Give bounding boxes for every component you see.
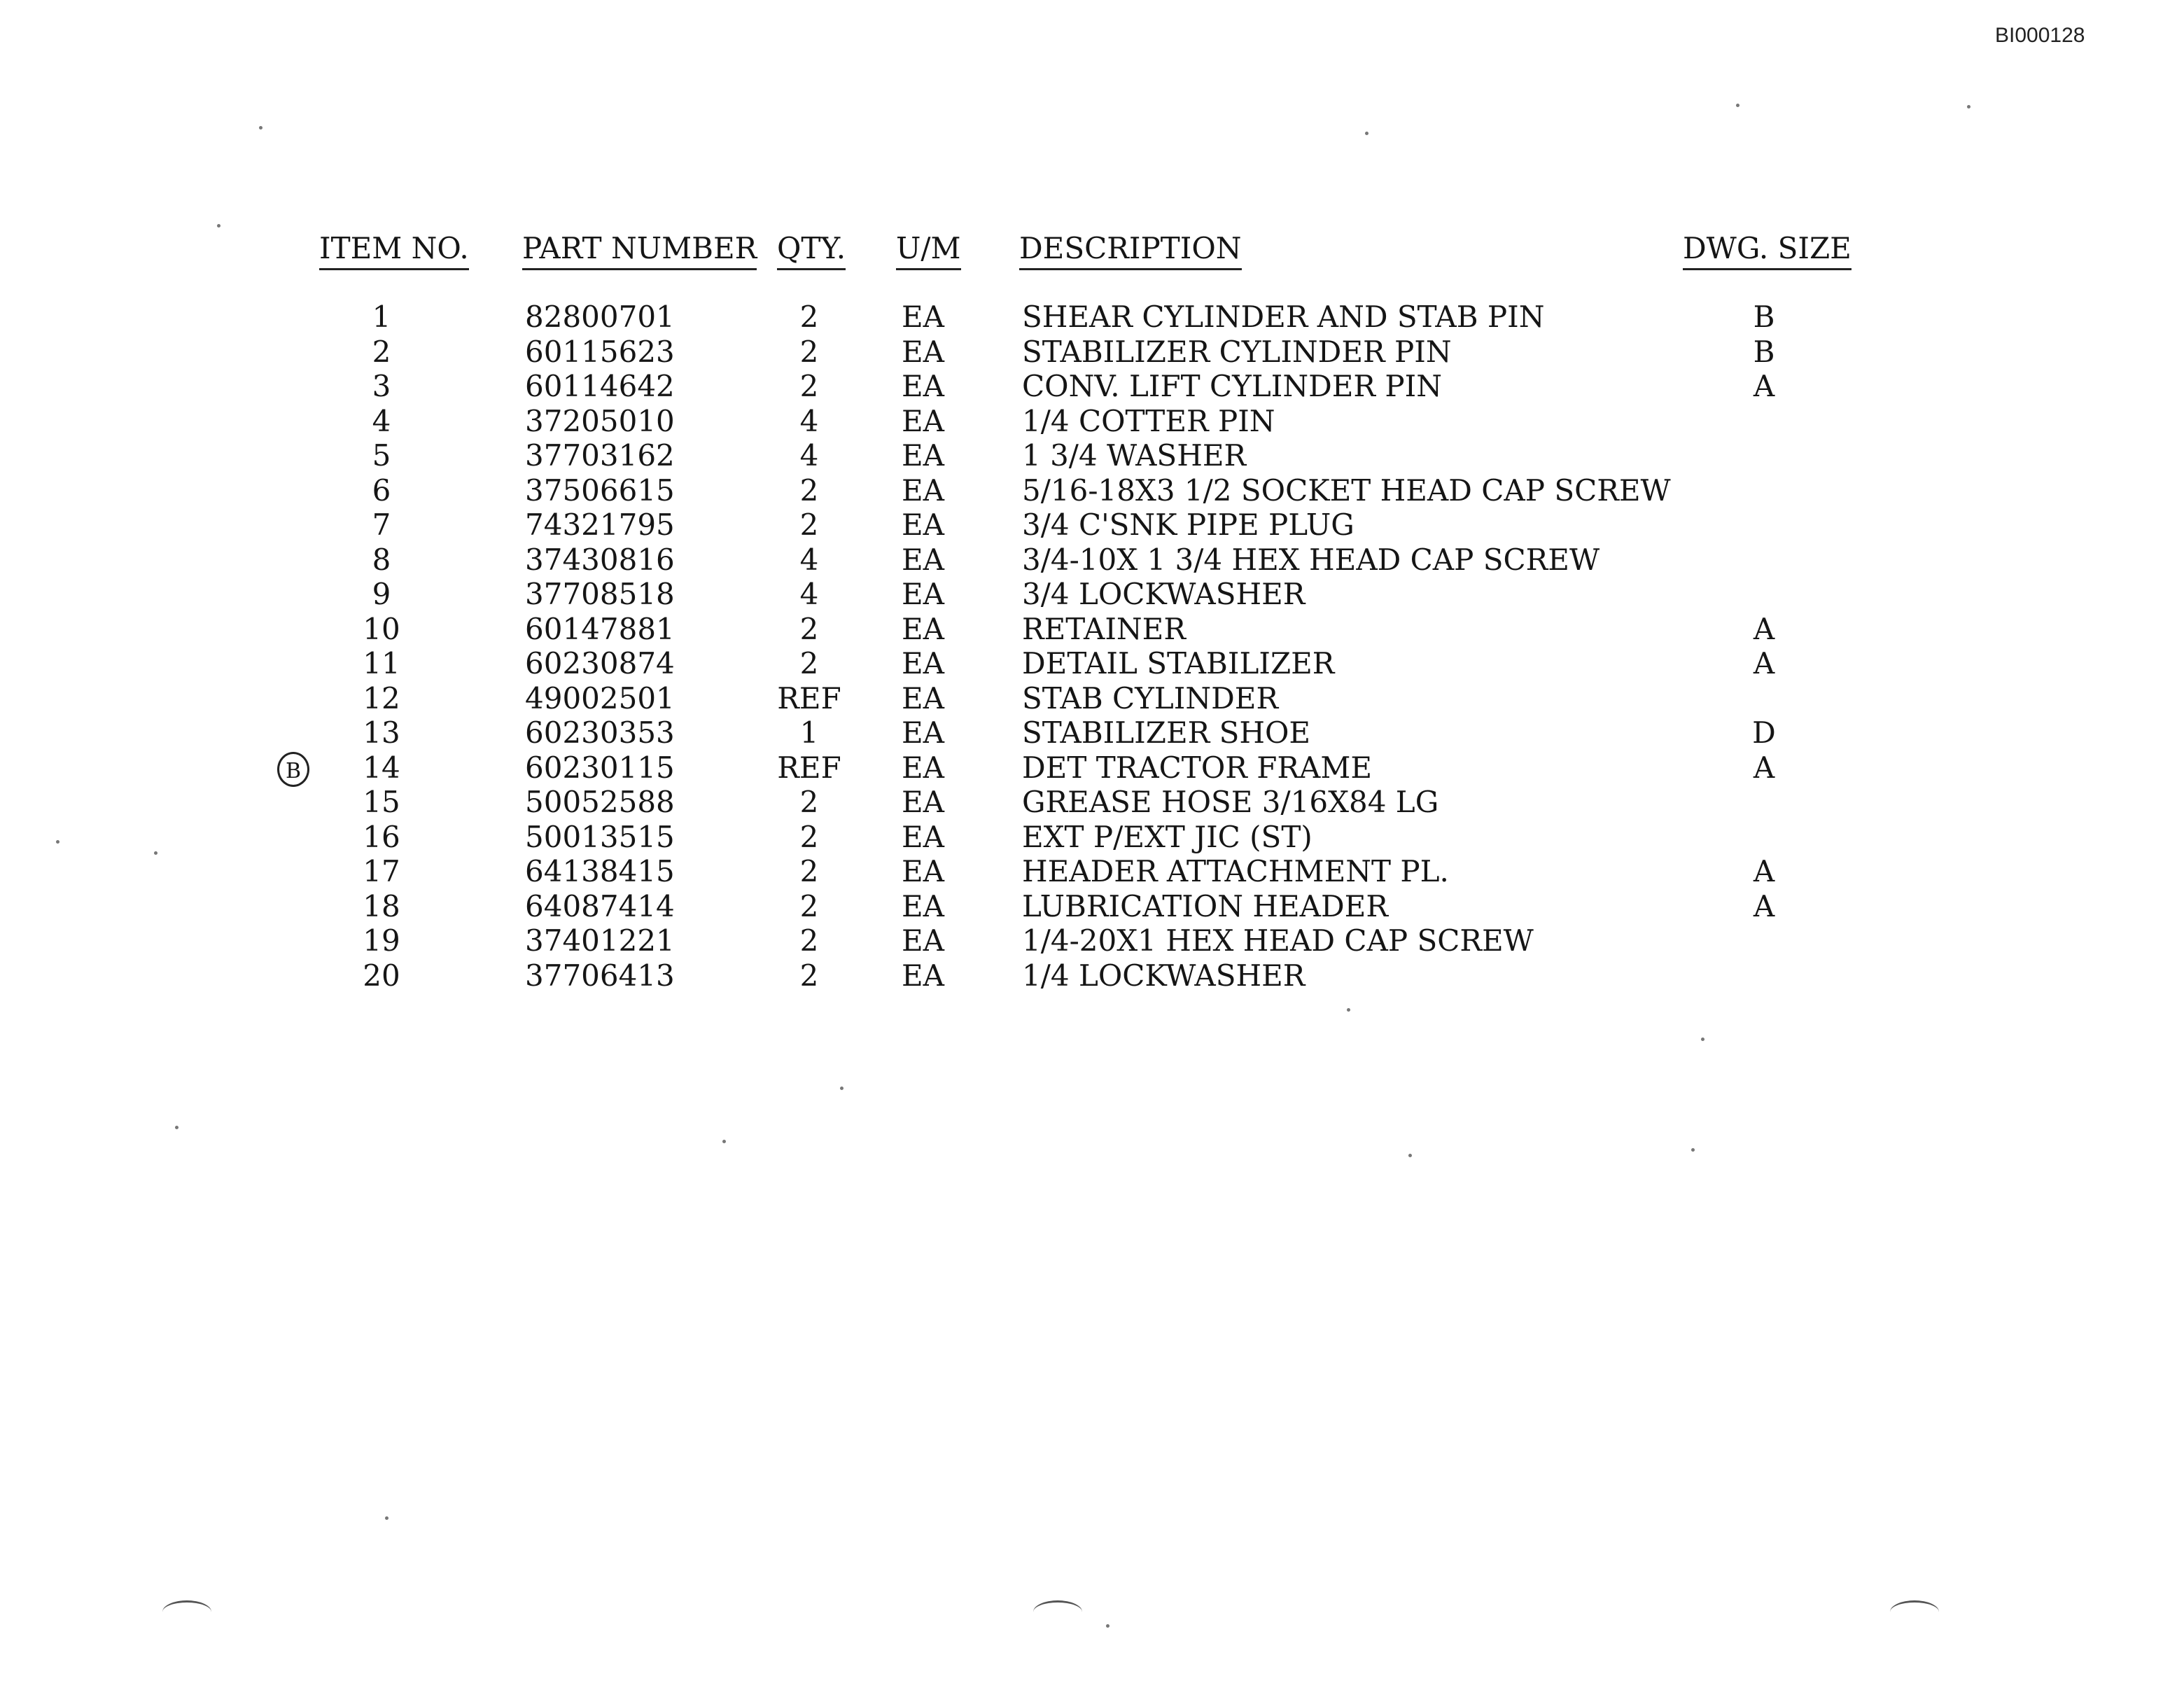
- unit-of-measure-cell: EA: [902, 715, 944, 750]
- item-number-cell: 10: [363, 611, 400, 646]
- unit-of-measure-cell: EA: [902, 785, 944, 819]
- item-number-cell: 13: [363, 715, 400, 750]
- scan-speck: [175, 1126, 178, 1129]
- part-number-cell: 64087414: [525, 888, 675, 923]
- table-row: [0, 508, 2184, 543]
- quantity-cell: 2: [799, 888, 819, 923]
- part-number-cell: 60230115: [525, 750, 675, 785]
- quantity-cell: 2: [799, 923, 819, 958]
- table-row: [0, 438, 2184, 473]
- description-cell: HEADER ATTACHMENT PL.: [1022, 854, 1449, 888]
- quantity-cell: 4: [799, 403, 819, 438]
- part-number-cell: 37706413: [525, 958, 675, 993]
- table-row: [0, 404, 2184, 439]
- table-row: [0, 923, 2184, 958]
- description-cell: 1/4-20X1 HEX HEAD CAP SCREW: [1022, 923, 1534, 958]
- drawing-size-cell: A: [1753, 369, 1775, 403]
- item-number-cell: 14: [363, 750, 400, 785]
- drawing-size-cell: A: [1753, 888, 1775, 923]
- quantity-cell: 2: [799, 508, 819, 542]
- table-row: [0, 300, 2184, 335]
- unit-of-measure-cell: EA: [902, 888, 944, 923]
- description-cell: GREASE HOSE 3/16X84 LG: [1022, 785, 1439, 819]
- description-cell: 3/4-10X 1 3/4 HEX HEAD CAP SCREW: [1022, 542, 1600, 577]
- part-number-cell: 60230874: [525, 646, 675, 680]
- table-row: [0, 958, 2184, 993]
- quantity-cell: 2: [799, 854, 819, 888]
- scan-speck: [1691, 1148, 1695, 1152]
- scan-speck: [154, 851, 158, 855]
- description-cell: CONV. LIFT CYLINDER PIN: [1022, 369, 1442, 403]
- description-cell: DETAIL STABILIZER: [1022, 646, 1335, 680]
- unit-of-measure-cell: EA: [902, 403, 944, 438]
- description-cell: 3/4 C'SNK PIPE PLUG: [1022, 508, 1354, 542]
- drawing-size-cell: A: [1753, 854, 1775, 888]
- item-number-cell: 11: [363, 646, 400, 680]
- item-number-cell: 5: [372, 438, 391, 473]
- quantity-cell: 1: [799, 715, 819, 750]
- drawing-size-cell: A: [1753, 646, 1775, 680]
- unit-of-measure-cell: EA: [902, 611, 944, 646]
- part-number-cell: 37401221: [525, 923, 675, 958]
- unit-of-measure-cell: EA: [902, 473, 944, 508]
- scan-speck: [1408, 1154, 1412, 1157]
- header-part-number: PART NUMBER: [522, 231, 757, 270]
- unit-of-measure-cell: EA: [902, 923, 944, 958]
- unit-of-measure-cell: EA: [902, 508, 944, 542]
- table-row: [0, 335, 2184, 370]
- item-number-cell: 6: [372, 473, 391, 508]
- description-cell: STABILIZER SHOE: [1022, 715, 1311, 750]
- document-id: BI000128: [1995, 24, 2085, 47]
- item-number-cell: 17: [363, 854, 400, 888]
- description-cell: EXT P/EXT JIC (ST): [1022, 819, 1312, 854]
- part-number-cell: 60147881: [525, 611, 675, 646]
- scan-speck: [385, 1516, 388, 1520]
- part-number-cell: 37708518: [525, 577, 675, 611]
- unit-of-measure-cell: EA: [902, 750, 944, 785]
- scan-speck: [840, 1087, 844, 1090]
- part-number-cell: 74321795: [525, 508, 675, 542]
- quantity-cell: 2: [799, 300, 819, 334]
- unit-of-measure-cell: EA: [902, 300, 944, 334]
- part-number-cell: 60230353: [525, 715, 675, 750]
- item-number-cell: 7: [372, 508, 391, 542]
- header-description: DESCRIPTION: [1019, 231, 1242, 270]
- part-number-cell: 60114642: [525, 369, 675, 403]
- description-cell: LUBRICATION HEADER: [1022, 888, 1388, 923]
- item-number-cell: 8: [372, 542, 391, 577]
- table-row: [0, 820, 2184, 855]
- description-cell: STABILIZER CYLINDER PIN: [1022, 334, 1452, 369]
- unit-of-measure-cell: EA: [902, 680, 944, 715]
- scan-speck: [1736, 104, 1740, 107]
- binder-hole-mark: [1033, 1600, 1082, 1623]
- drawing-size-cell: B: [1753, 300, 1775, 334]
- parts-table: [0, 300, 2184, 993]
- table-row: [0, 785, 2184, 820]
- quantity-cell: 2: [799, 369, 819, 403]
- scan-speck: [1967, 105, 1970, 109]
- table-row: [0, 750, 2184, 785]
- quantity-cell: REF: [777, 750, 841, 785]
- item-number-cell: 1: [372, 300, 391, 334]
- table-row: [0, 612, 2184, 647]
- unit-of-measure-cell: EA: [902, 646, 944, 680]
- part-number-cell: 60115623: [525, 334, 675, 369]
- table-row: [0, 646, 2184, 681]
- description-cell: 3/4 LOCKWASHER: [1022, 577, 1306, 611]
- quantity-cell: 2: [799, 785, 819, 819]
- description-cell: 1/4 COTTER PIN: [1022, 403, 1275, 438]
- unit-of-measure-cell: EA: [902, 958, 944, 993]
- binder-hole-mark: [162, 1600, 211, 1623]
- header-item-no: ITEM NO.: [319, 231, 469, 270]
- part-number-cell: 50013515: [525, 819, 675, 854]
- part-number-cell: 37430816: [525, 542, 675, 577]
- drawing-size-cell: A: [1753, 611, 1775, 646]
- revision-mark: B: [277, 752, 309, 787]
- unit-of-measure-cell: EA: [902, 819, 944, 854]
- item-number-cell: 12: [363, 680, 400, 715]
- header-um: U/M: [896, 231, 961, 270]
- unit-of-measure-cell: EA: [902, 438, 944, 473]
- scan-speck: [259, 126, 262, 130]
- scan-speck: [1701, 1038, 1704, 1041]
- description-cell: 5/16-18X3 1/2 SOCKET HEAD CAP SCREW: [1022, 473, 1671, 508]
- description-cell: STAB CYLINDER: [1022, 680, 1279, 715]
- part-number-cell: 49002501: [525, 680, 675, 715]
- quantity-cell: 4: [799, 438, 819, 473]
- part-number-cell: 50052588: [525, 785, 675, 819]
- table-row: [0, 577, 2184, 612]
- item-number-cell: 16: [363, 819, 400, 854]
- item-number-cell: 2: [372, 334, 391, 369]
- quantity-cell: 2: [799, 611, 819, 646]
- scan-speck: [1347, 1008, 1350, 1012]
- quantity-cell: 4: [799, 542, 819, 577]
- drawing-size-cell: A: [1753, 750, 1775, 785]
- table-row: [0, 473, 2184, 508]
- table-row: [0, 543, 2184, 578]
- header-dwg-size: DWG. SIZE: [1683, 231, 1851, 270]
- drawing-size-cell: B: [1753, 334, 1775, 369]
- item-number-cell: 18: [363, 888, 400, 923]
- description-cell: DET TRACTOR FRAME: [1022, 750, 1372, 785]
- item-number-cell: 4: [372, 403, 391, 438]
- part-number-cell: 37506615: [525, 473, 675, 508]
- unit-of-measure-cell: EA: [902, 369, 944, 403]
- quantity-cell: 4: [799, 577, 819, 611]
- quantity-cell: REF: [777, 680, 841, 715]
- item-number-cell: 20: [363, 958, 400, 993]
- quantity-cell: 2: [799, 334, 819, 369]
- unit-of-measure-cell: EA: [902, 334, 944, 369]
- binder-hole-mark: [1890, 1600, 1939, 1623]
- header-qty: QTY.: [777, 231, 846, 270]
- quantity-cell: 2: [799, 819, 819, 854]
- description-cell: 1/4 LOCKWASHER: [1022, 958, 1306, 993]
- table-row: [0, 889, 2184, 924]
- item-number-cell: 3: [372, 369, 391, 403]
- scan-speck: [217, 224, 220, 228]
- table-row: [0, 854, 2184, 889]
- part-number-cell: 37703162: [525, 438, 675, 473]
- table-row: [0, 369, 2184, 404]
- scan-speck: [1106, 1624, 1110, 1628]
- table-row: [0, 715, 2184, 750]
- table-row: [0, 681, 2184, 716]
- quantity-cell: 2: [799, 646, 819, 680]
- item-number-cell: 15: [363, 785, 400, 819]
- item-number-cell: 9: [372, 577, 391, 611]
- drawing-size-cell: D: [1752, 715, 1776, 750]
- scan-speck: [56, 840, 59, 844]
- quantity-cell: 2: [799, 958, 819, 993]
- part-number-cell: 37205010: [525, 403, 675, 438]
- unit-of-measure-cell: EA: [902, 577, 944, 611]
- item-number-cell: 19: [363, 923, 400, 958]
- unit-of-measure-cell: EA: [902, 542, 944, 577]
- description-cell: SHEAR CYLINDER AND STAB PIN: [1022, 300, 1545, 334]
- description-cell: RETAINER: [1022, 611, 1186, 646]
- unit-of-measure-cell: EA: [902, 854, 944, 888]
- description-cell: 1 3/4 WASHER: [1022, 438, 1247, 473]
- quantity-cell: 2: [799, 473, 819, 508]
- scan-speck: [722, 1140, 726, 1143]
- part-number-cell: 64138415: [525, 854, 675, 888]
- scan-speck: [1365, 132, 1368, 135]
- part-number-cell: 82800701: [525, 300, 675, 334]
